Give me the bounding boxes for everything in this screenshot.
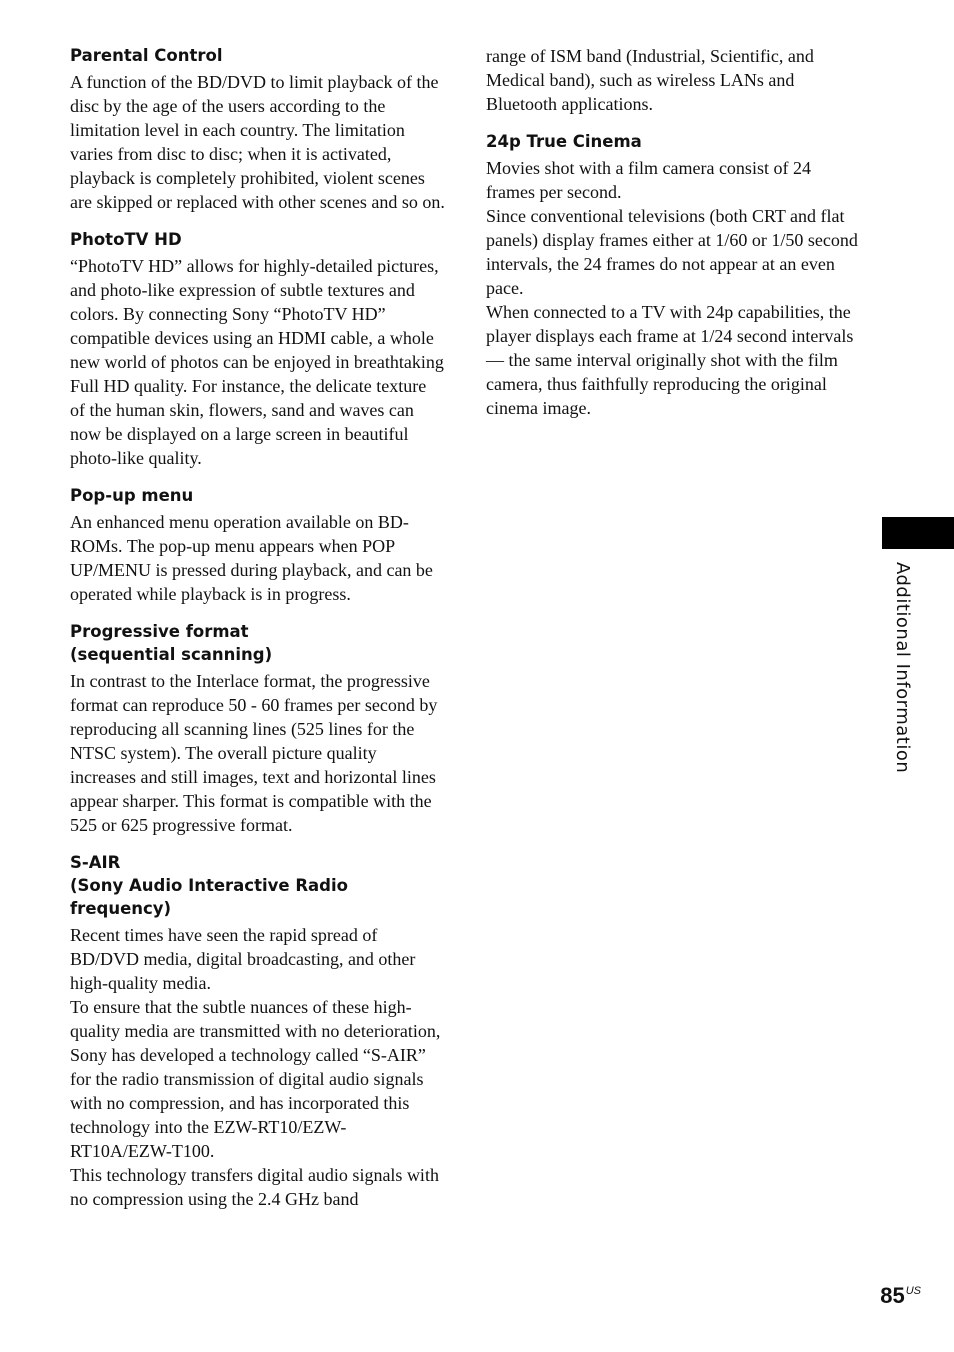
entry-parental-control (70, 44, 445, 214)
right-column (486, 44, 858, 434)
continued-text: range of ISM band (Industrial, Scientific, and Medical band), such as wireless LANs and Bluetooth applications. (486, 46, 814, 114)
entry-s-air (70, 851, 445, 1211)
section-tab-marker (882, 517, 954, 549)
entry-body-paragraph-3: This technology transfers digital audio signals with no compression using the 2.4 GHz band (70, 1165, 439, 1209)
entry-progressive-format (70, 620, 445, 837)
entry-heading: PhotoTV HD (70, 230, 182, 249)
entry-body-paragraph-2: Since conventional televisions (both CRT and flat panels) display frames either at 1/60 or 1/50 second intervals, the 24 frames do not appear at an even pace. (486, 206, 858, 298)
entry-heading: Pop-up menu (70, 486, 194, 505)
section-side-label: Additional Information (892, 562, 913, 774)
entry-body-paragraph-2: To ensure that the subtle nuances of these high-quality media are transmitted with no deterioration, Sony has developed a technology called “S-AIR” for the radio transmission of digital audio signals with no compression, and has incorporated this technology into the EZW-RT10/EZW-RT10A/EZW-T100. (70, 997, 441, 1161)
entry-body: A function of the BD/DVD to limit playback of the disc by the age of the users according to the limitation level in each country. The limitation varies from disc to disc; when it is activated, playback is completely prohibited, violent scenes are skipped or replaced with other scenes and so on. (70, 72, 445, 212)
entry-body: “PhotoTV HD” allows for highly-detailed pictures, and photo-like expression of subtle textures and colors. By connecting Sony “PhotoTV HD” compatible devices using an HDMI cable, a whole new world of photos can be enjoyed in breathtaking Full HD quality. For instance, the delicate texture of the human skin, flowers, sand and waves can now be displayed on a large screen in beautiful photo-like quality. (70, 256, 444, 468)
entry-phototv-hd (70, 228, 445, 470)
entry-heading-line1: S-AIR (70, 853, 121, 872)
entry-heading-line2: (Sony Audio Interactive Radio frequency) (70, 876, 348, 918)
entry-body-paragraph-1: Recent times have seen the rapid spread of BD/DVD media, digital broadcasting, and other high-quality media. (70, 925, 416, 993)
entry-popup-menu (70, 484, 445, 606)
entry-heading (70, 851, 445, 920)
entry-heading-line1: Progressive format (70, 622, 249, 641)
entry-body: In contrast to the Interlace format, the progressive format can reproduce 50 - 60 frames per second by reproducing all scanning lines (525 lines for the NTSC system). The overall picture quality increases and still images, text and horizontal lines appear sharper. This format is compatible with the 525 or 625 progressive format. (70, 671, 438, 835)
entry-heading: Parental Control (70, 46, 223, 65)
entry-heading (70, 620, 445, 666)
entry-heading-line2: (sequential scanning) (70, 645, 273, 664)
entry-body-paragraph-3: When connected to a TV with 24p capabilities, the player displays each frame at 1/24 second intervals — the same interval originally shot with the film camera, thus faithfully reproducing the original cinema image. (486, 302, 854, 418)
entry-body-paragraph-1: Movies shot with a film camera consist of 24 frames per second. (486, 158, 811, 202)
page-number-suffix: US (905, 1285, 921, 1297)
entry-24p-true-cinema (486, 130, 858, 420)
entry-heading: 24p True Cinema (486, 132, 642, 151)
left-column (70, 44, 445, 1225)
page-number (880, 1283, 921, 1309)
entry-body: An enhanced menu operation available on BD-ROMs. The pop-up menu appears when POP UP/MENU is pressed during playback, and can be operated while playback is in progress. (70, 512, 433, 604)
page-number-value: 85 (880, 1283, 905, 1308)
